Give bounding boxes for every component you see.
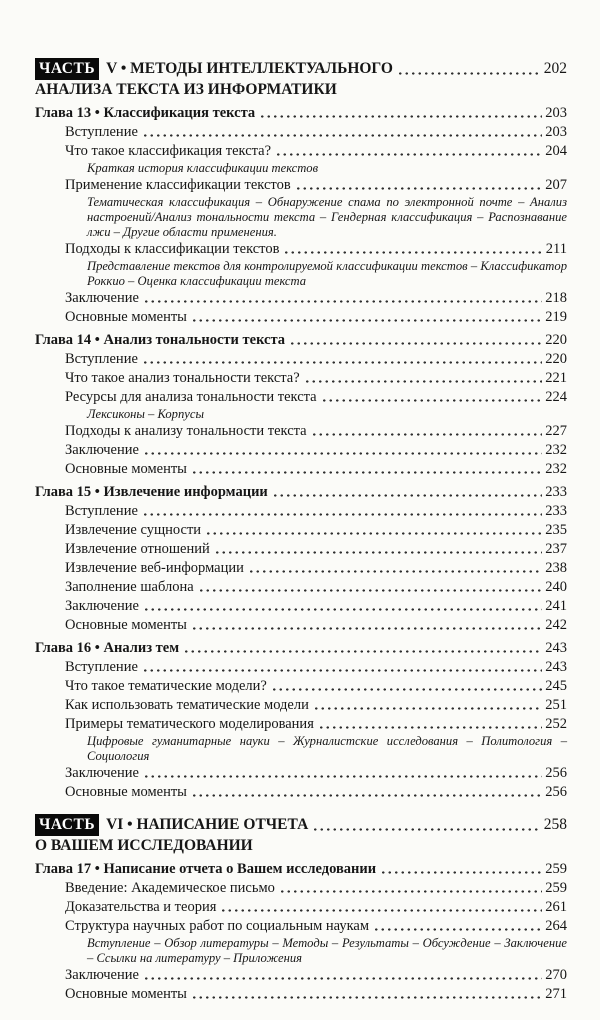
entry-text: Структура научных работ по социальным наукам bbox=[65, 918, 370, 934]
dot-leader bbox=[279, 879, 542, 898]
dot-leader bbox=[205, 521, 542, 540]
page-number: 207 bbox=[545, 177, 567, 193]
dot-leader bbox=[143, 966, 542, 985]
dot-leader bbox=[272, 483, 542, 502]
toc-note: Лексиконы – Корпусы bbox=[87, 407, 204, 421]
toc-chapter-row bbox=[35, 639, 567, 658]
toc-chapter-row bbox=[35, 860, 567, 879]
page-number: 204 bbox=[545, 143, 567, 159]
entry-text: Заключение bbox=[65, 290, 139, 306]
entry-text: Заключение bbox=[65, 442, 139, 458]
entry-text: Глава 16 • Анализ тем bbox=[35, 640, 180, 656]
dot-leader bbox=[191, 985, 542, 1004]
dot-leader bbox=[397, 58, 541, 80]
dot-leader bbox=[214, 540, 542, 559]
dot-leader bbox=[220, 898, 542, 917]
part-label-box: ЧАСТЬ bbox=[35, 814, 99, 836]
page-number: 237 bbox=[545, 541, 567, 557]
entry-text: О ВАШЕМ ИССЛЕДОВАНИИ bbox=[35, 837, 253, 854]
entry-text: Извлечение сущности bbox=[65, 522, 202, 538]
page-number: 271 bbox=[545, 986, 567, 1002]
dot-leader bbox=[142, 658, 542, 677]
page-number: 256 bbox=[545, 765, 567, 781]
toc-section-row bbox=[35, 966, 567, 985]
page-number: 227 bbox=[545, 423, 567, 439]
toc-section-row bbox=[35, 521, 567, 540]
toc-section-row bbox=[35, 350, 567, 369]
page-number: 242 bbox=[545, 617, 567, 633]
dot-leader bbox=[318, 715, 542, 734]
entry-text: Глава 17 • Написание отчета о Вашем исследовании bbox=[35, 861, 377, 877]
dot-leader bbox=[142, 502, 542, 521]
dot-leader bbox=[321, 388, 543, 407]
dot-leader bbox=[143, 441, 542, 460]
page-number: 203 bbox=[545, 124, 567, 140]
dot-leader bbox=[191, 308, 542, 327]
entry-text: Подходы к анализу тональности текста bbox=[65, 423, 307, 439]
entry-text: Извлечение веб-информации bbox=[65, 560, 244, 576]
entry-text: Заключение bbox=[65, 765, 139, 781]
toc-section-row bbox=[35, 783, 567, 802]
page-number: 232 bbox=[545, 461, 567, 477]
dot-leader bbox=[248, 559, 542, 578]
dot-leader bbox=[143, 597, 542, 616]
toc-section-row bbox=[35, 441, 567, 460]
toc-section-row bbox=[35, 540, 567, 559]
dot-leader bbox=[142, 350, 542, 369]
toc-section-row bbox=[35, 240, 567, 259]
toc-section-row bbox=[35, 142, 567, 161]
toc-note: Тематическая классификация – Обнаружение спама по электронной почте – Анализ настроений/Анализ тональности текста – Гендерная классификация – Распознавание лжи – Другие области применения. bbox=[87, 195, 567, 239]
entry-text: Что такое тематические модели? bbox=[65, 678, 267, 694]
page-number: 259 bbox=[545, 861, 567, 877]
entry-text: Введение: Академическое письмо bbox=[65, 880, 275, 896]
entry-text: Что такое классификация текста? bbox=[65, 143, 272, 159]
entry-text: Вступление bbox=[65, 659, 138, 675]
table-of-contents bbox=[35, 58, 567, 1004]
entry-text: АНАЛИЗА ТЕКСТА ИЗ ИНФОРМАТИКИ bbox=[35, 81, 337, 98]
page-number: 232 bbox=[545, 442, 567, 458]
dot-leader bbox=[373, 917, 542, 936]
entry-text: Заполнение шаблона bbox=[65, 579, 194, 595]
entry-text: Подходы к классификации текстов bbox=[65, 241, 280, 257]
part-label-box: ЧАСТЬ bbox=[35, 58, 99, 80]
page-number: 202 bbox=[543, 60, 567, 77]
dot-leader bbox=[289, 331, 542, 350]
toc-section-row bbox=[35, 123, 567, 142]
page-number: 220 bbox=[545, 332, 567, 348]
page-number: 264 bbox=[545, 918, 567, 934]
toc-section-row bbox=[35, 176, 567, 195]
page-number: 245 bbox=[545, 678, 567, 694]
dot-leader bbox=[295, 176, 543, 195]
toc-note: Цифровые гуманитарные науки – Журналистские исследования – Политология – Социология bbox=[87, 734, 567, 763]
toc-chapter-row bbox=[35, 104, 567, 123]
toc-section-row bbox=[35, 764, 567, 783]
toc-note: Вступление – Обзор литературы – Методы – Результаты – Обсуждение – Заключение – Ссылки на литературу – Приложения bbox=[87, 936, 567, 965]
dot-leader bbox=[380, 860, 542, 879]
page-number: 203 bbox=[545, 105, 567, 121]
page-number: 243 bbox=[545, 640, 567, 656]
page-number: 270 bbox=[545, 967, 567, 983]
toc-section-row bbox=[35, 422, 567, 441]
toc-section-row bbox=[35, 460, 567, 479]
page-number: 224 bbox=[545, 389, 567, 405]
dot-leader bbox=[143, 289, 542, 308]
dot-leader bbox=[191, 783, 542, 802]
page-number: 211 bbox=[545, 241, 567, 257]
page-number: 258 bbox=[543, 816, 567, 833]
toc-note: Краткая история классификации текстов bbox=[87, 161, 319, 175]
page-number: 252 bbox=[545, 716, 567, 732]
page-number: 256 bbox=[545, 784, 567, 800]
toc-section-row bbox=[35, 578, 567, 597]
toc-section-row bbox=[35, 917, 567, 936]
toc-section-row bbox=[35, 715, 567, 734]
dot-leader bbox=[191, 460, 542, 479]
entry-text: Ресурсы для анализа тональности текста bbox=[65, 389, 317, 405]
entry-text: Вступление bbox=[65, 124, 138, 140]
dot-leader bbox=[313, 696, 542, 715]
entry-text: Как использовать тематические модели bbox=[65, 697, 309, 713]
toc-section-row bbox=[35, 677, 567, 696]
dot-leader bbox=[304, 369, 543, 388]
toc-part2-row bbox=[35, 836, 567, 856]
entry-text: V • МЕТОДЫ ИНТЕЛЛЕКТУАЛЬНОГО bbox=[106, 60, 393, 77]
dot-leader bbox=[271, 677, 542, 696]
entry-text: Основные моменты bbox=[65, 461, 187, 477]
toc-section-row bbox=[35, 696, 567, 715]
page-number: 220 bbox=[545, 351, 567, 367]
toc-section-row bbox=[35, 502, 567, 521]
page-number: 221 bbox=[545, 370, 567, 386]
dot-leader bbox=[183, 639, 542, 658]
entry-text: Глава 15 • Извлечение информации bbox=[35, 484, 268, 500]
dot-leader bbox=[198, 578, 543, 597]
entry-text: Извлечение отношений bbox=[65, 541, 210, 557]
toc-section-row bbox=[35, 308, 567, 327]
entry-text: Глава 14 • Анализ тональности текста bbox=[35, 332, 286, 348]
page-number: 261 bbox=[545, 899, 567, 915]
toc-chapter-row bbox=[35, 483, 567, 502]
toc-section-row bbox=[35, 985, 567, 1004]
dot-leader bbox=[275, 142, 542, 161]
toc-chapter-row bbox=[35, 331, 567, 350]
toc-section-row bbox=[35, 559, 567, 578]
entry-text: Применение классификации текстов bbox=[65, 177, 291, 193]
entry-text: Что такое анализ тональности текста? bbox=[65, 370, 300, 386]
toc-section-row bbox=[35, 879, 567, 898]
page-number: 238 bbox=[545, 560, 567, 576]
entry-text: Вступление bbox=[65, 351, 138, 367]
toc-section-row bbox=[35, 658, 567, 677]
entry-text: Заключение bbox=[65, 967, 139, 983]
dot-leader bbox=[143, 764, 542, 783]
toc-part-row bbox=[35, 814, 567, 836]
toc-part-row bbox=[35, 58, 567, 80]
toc-section-row bbox=[35, 369, 567, 388]
entry-text: Вступление bbox=[65, 503, 138, 519]
entry-text: Основные моменты bbox=[65, 986, 187, 1002]
entry-text: VI • НАПИСАНИЕ ОТЧЕТА bbox=[106, 816, 309, 833]
page-number: 233 bbox=[545, 503, 567, 519]
page-number: 243 bbox=[545, 659, 567, 675]
dot-leader bbox=[312, 814, 540, 836]
entry-text: Основные моменты bbox=[65, 617, 187, 633]
page-number: 259 bbox=[545, 880, 567, 896]
dot-leader bbox=[311, 422, 543, 441]
entry-text: Заключение bbox=[65, 598, 139, 614]
entry-text: Доказательства и теория bbox=[65, 899, 217, 915]
dot-leader bbox=[259, 104, 542, 123]
entry-text: Примеры тематического моделирования bbox=[65, 716, 314, 732]
page-number: 233 bbox=[545, 484, 567, 500]
toc-section-row bbox=[35, 597, 567, 616]
dot-leader bbox=[191, 616, 542, 635]
toc-part2-row bbox=[35, 80, 567, 100]
page-number: 218 bbox=[545, 290, 567, 306]
entry-text: Глава 13 • Классификация текста bbox=[35, 105, 256, 121]
toc-note: Представление текстов для контролируемой классификации текстов – Классификатор Роккио – Оценка классификации текста bbox=[87, 259, 567, 288]
toc-section-row bbox=[35, 388, 567, 407]
page-number: 251 bbox=[545, 697, 567, 713]
page-number: 235 bbox=[545, 522, 567, 538]
dot-leader bbox=[142, 123, 542, 142]
entry-text: Основные моменты bbox=[65, 309, 187, 325]
toc-section-row bbox=[35, 289, 567, 308]
dot-leader bbox=[283, 240, 542, 259]
toc-section-row bbox=[35, 616, 567, 635]
entry-text: Основные моменты bbox=[65, 784, 187, 800]
page-number: 219 bbox=[545, 309, 567, 325]
page-number: 241 bbox=[545, 598, 567, 614]
toc-section-row bbox=[35, 898, 567, 917]
page-number: 240 bbox=[545, 579, 567, 595]
